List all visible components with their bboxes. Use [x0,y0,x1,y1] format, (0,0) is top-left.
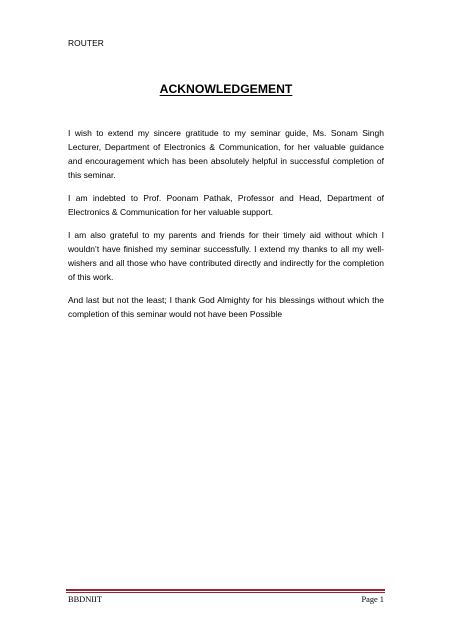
page-number: Page 1 [361,595,384,604]
footer-divider-thin [66,592,385,593]
acknowledgement-body [68,126,384,330]
footer-divider [66,589,385,591]
paragraph: I am indebted to Prof. Poonam Pathak, Professor and Head, Department of Electronics & Communication for her valuable support. [68,193,384,217]
page-title: ACKNOWLEDGEMENT [159,82,293,96]
paragraph: And last but not the least; I thank God Almighty for his blessings without which the completion of this seminar would not have been Possible [68,295,384,319]
paragraph: I am also grateful to my parents and friends for their timely aid without which I wouldn’t have finished my seminar successfully. I extend my thanks to all my well-wishers and all those who have contributed directly and indirectly for the completion of this work. [68,230,384,282]
footer-institution: BBDNIIT [68,595,102,604]
running-header: ROUTER [68,38,104,48]
paragraph: I wish to extend my sincere gratitude to my seminar guide, Ms. Sonam Singh Lecturer, Department of Electronics & Communication, for her valuable guidance and encouragement which has been absolutely helpful in successful completion of this seminar. [68,128,384,180]
